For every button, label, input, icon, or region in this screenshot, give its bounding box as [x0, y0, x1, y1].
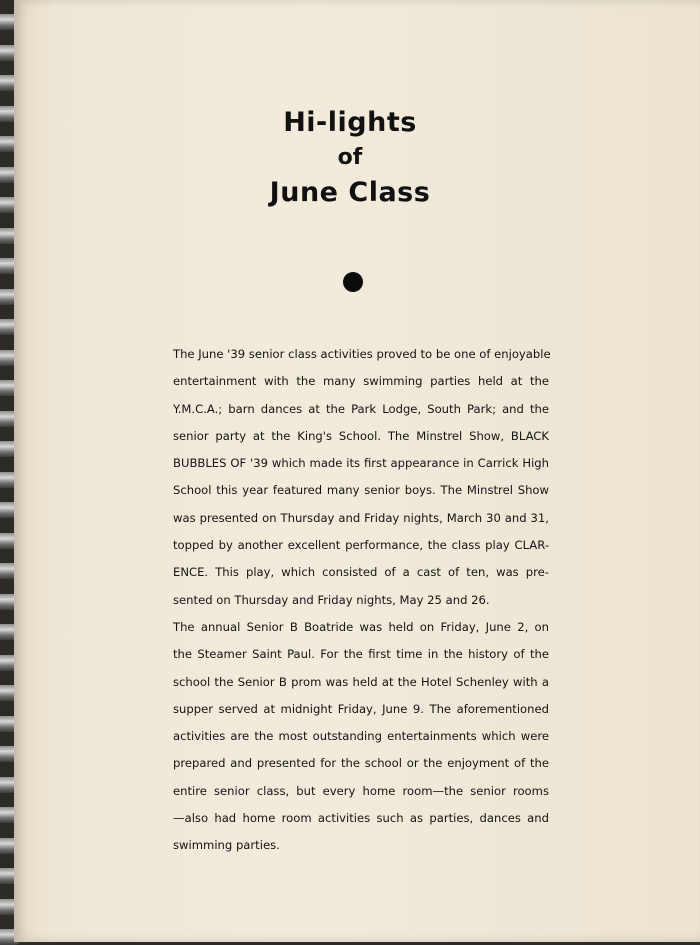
- bullet-ornament-icon: [343, 272, 363, 292]
- body-line: supper served at midnight Friday, June 9. The aforementioned: [173, 701, 549, 716]
- body-line: —also had home room activities such as parties, dances and: [173, 811, 549, 826]
- body-line: swimming parties.: [173, 838, 280, 853]
- body-line: the Steamer Saint Paul. For the first time in the history of the: [173, 647, 549, 662]
- body-line: The annual Senior B Boatride was held on Friday, June 2, on: [173, 619, 549, 634]
- body-line: sented on Thursday and Friday nights, May 25 and 26.: [173, 592, 490, 607]
- title-line-of: of: [337, 145, 363, 170]
- body-line: The June '39 senior class activities proved to be one of enjoyable: [173, 347, 551, 361]
- body-line: entire senior class, but every home room—the senior rooms: [173, 783, 549, 798]
- page-title: [0, 104, 700, 212]
- body-line: was presented on Thursday and Friday nights, March 30 and 31,: [173, 510, 549, 525]
- body-line: BUBBLES OF '39 which made its first appearance in Carrick High: [173, 456, 549, 471]
- body-line: senior party at the King's School. The Minstrel Show, BLACK: [173, 428, 549, 443]
- body-line: Y.M.C.A.; barn dances at the Park Lodge, South Park; and the: [173, 401, 549, 416]
- title-line-june-class: June Class: [269, 177, 431, 208]
- body-line: School this year featured many senior boys. The Minstrel Show: [173, 483, 549, 498]
- body-line: activities are the most outstanding entertainments which were: [173, 729, 549, 744]
- body-paragraph: [173, 341, 549, 860]
- title-line-hilights: Hi-lights: [283, 107, 417, 138]
- body-line: topped by another excellent performance, the class play CLAR-: [173, 538, 549, 553]
- body-line: prepared and presented for the school or the enjoyment of the: [173, 756, 549, 771]
- body-line: entertainment with the many swimming parties held at the: [173, 374, 549, 389]
- body-line: ENCE. This play, which consisted of a cast of ten, was pre-: [173, 565, 549, 580]
- body-line: school the Senior B prom was held at the Hotel Schenley with a: [173, 674, 549, 689]
